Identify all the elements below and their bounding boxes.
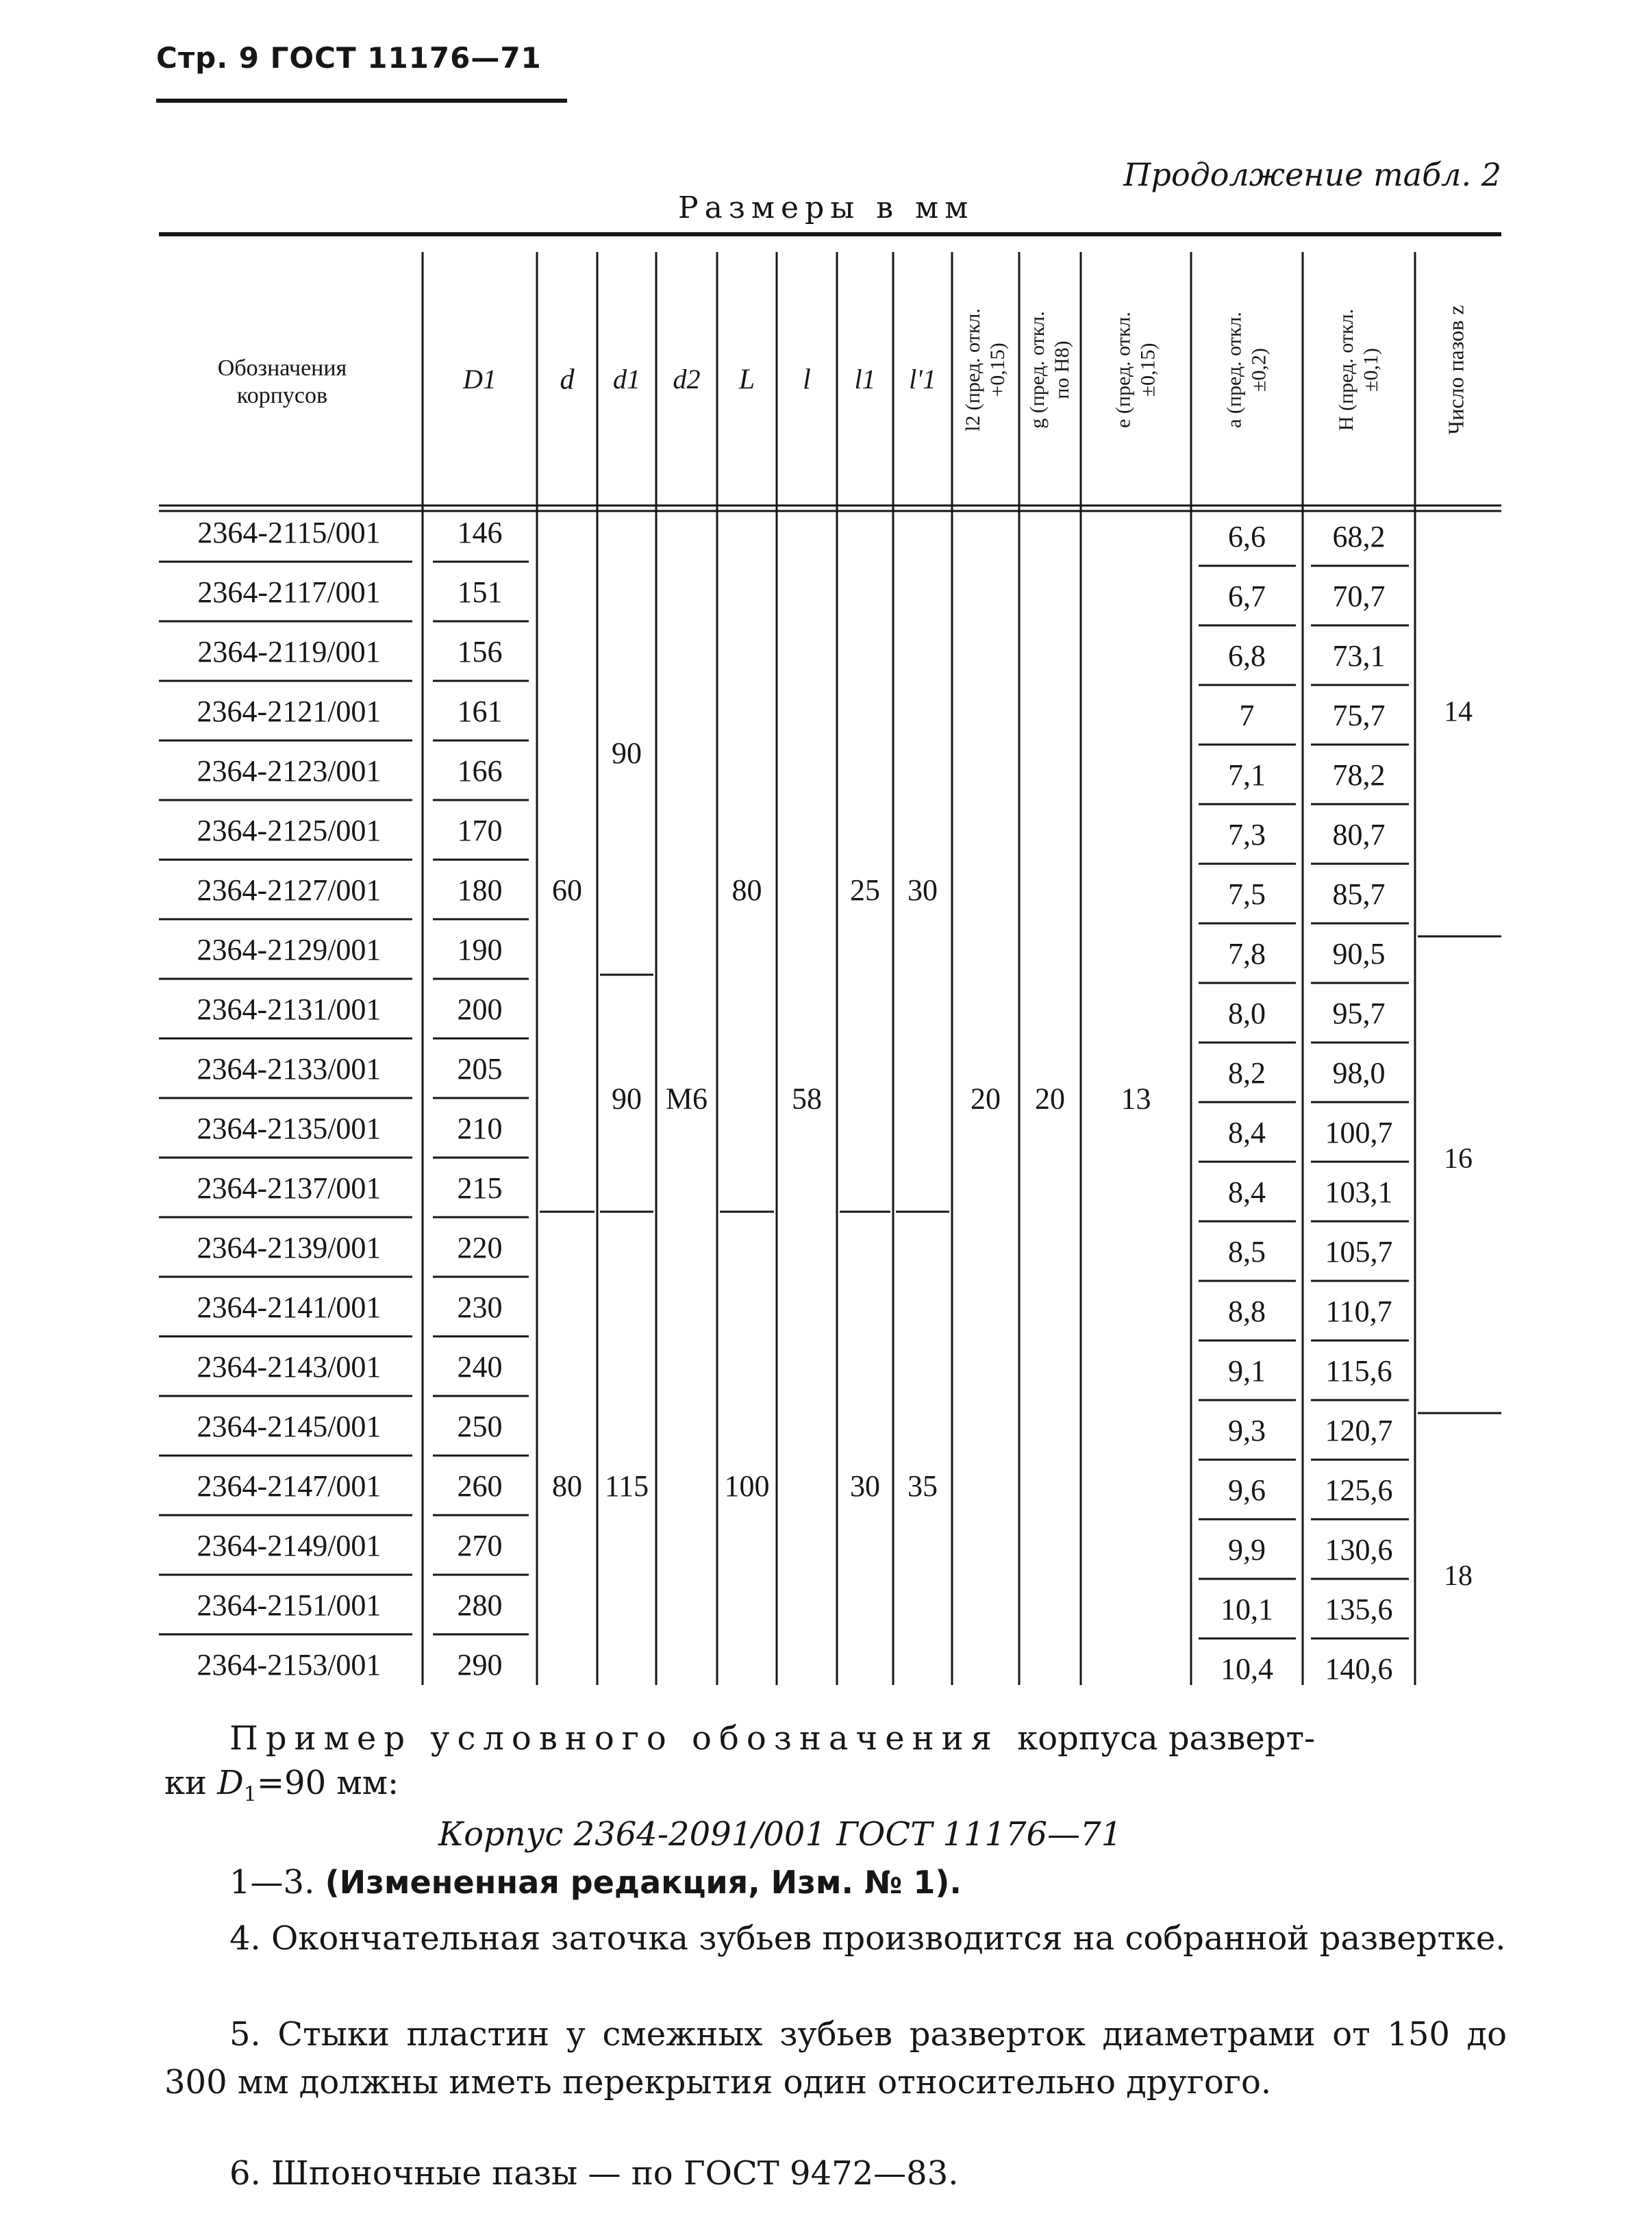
note-6: 6. Шпоночные пазы — по ГОСТ 9472—83. <box>229 2154 959 2193</box>
D1-cell: 190 <box>457 933 503 967</box>
example-lead: Пример условного обозначения <box>229 1719 999 1758</box>
header-z: Число пазов z <box>1443 305 1468 435</box>
a-cell: 7,8 <box>1228 937 1266 971</box>
page-header <box>156 41 542 75</box>
header-e-2: ±0,15) <box>1136 342 1160 397</box>
header-l1-prime: l'1 <box>909 364 936 395</box>
designation-cell: 2364-2119/001 <box>197 635 381 669</box>
example-var: D <box>217 1764 244 1802</box>
a-cell: 7,1 <box>1228 758 1266 793</box>
header-l2: l2 (пред. откл. <box>961 308 984 432</box>
H-cell: 115,6 <box>1325 1354 1392 1388</box>
header-L: L <box>738 364 755 396</box>
H-cell: 80,7 <box>1332 818 1386 852</box>
designation-cell: 2364-2147/001 <box>197 1469 381 1504</box>
designation-cell: 2364-2149/001 <box>197 1529 381 1563</box>
z-value-3: 18 <box>1444 1560 1473 1593</box>
H-cell: 78,2 <box>1332 758 1386 793</box>
a-cell: 7,5 <box>1228 877 1266 912</box>
header-d1: d1 <box>613 364 640 395</box>
designation-cell: 2364-2121/001 <box>197 695 381 729</box>
D1-cell: 170 <box>457 814 503 848</box>
d1-value-1: 90 <box>612 736 642 770</box>
designation-cell: 2364-2129/001 <box>197 933 381 967</box>
H-cell: 73,1 <box>1332 639 1386 673</box>
D1-cell: 180 <box>457 873 503 908</box>
header-H-2: ±0,1) <box>1359 348 1382 392</box>
a-cell: 10,4 <box>1221 1652 1273 1686</box>
H-cell: 130,6 <box>1325 1533 1393 1567</box>
designation-cell: 2364-2117/001 <box>197 575 381 610</box>
d-value-2: 80 <box>552 1469 582 1504</box>
H-cell: 70,7 <box>1332 579 1386 614</box>
l1-value-2: 30 <box>850 1469 880 1504</box>
designation-cell: 2364-2135/001 <box>197 1112 381 1146</box>
D1-cell: 161 <box>457 695 503 729</box>
D1-cell: 240 <box>457 1350 503 1384</box>
header-l: l <box>803 364 811 396</box>
designation-cell: 2364-2127/001 <box>197 873 381 908</box>
designation-cell: 2364-2131/001 <box>197 993 381 1027</box>
d1-value-2: 90 <box>612 1082 642 1116</box>
a-cell: 6,6 <box>1228 520 1266 554</box>
note-4: 4. Окончательная заточка зубьев производится на собранной развертке. <box>229 1919 1506 1958</box>
a-cell: 8,2 <box>1228 1056 1266 1090</box>
l1-value-1: 25 <box>850 873 880 908</box>
example-line2-suffix: =90 мм: <box>256 1764 399 1802</box>
H-cell: 103,1 <box>1325 1175 1393 1210</box>
a-cell: 8,0 <box>1228 997 1266 1031</box>
a-cell: 8,8 <box>1228 1295 1266 1329</box>
dimensions-table-grid <box>159 233 1501 1685</box>
header-D1: D1 <box>463 364 497 395</box>
designation-cell: 2364-2115/001 <box>197 516 381 550</box>
dimensions-table <box>159 233 1501 1685</box>
note-1-3-number: 1—3. <box>229 1863 315 1901</box>
header-d2: d2 <box>673 364 701 395</box>
H-cell: 95,7 <box>1332 997 1386 1031</box>
header-rule <box>156 99 567 103</box>
example-line-2 <box>164 1764 399 1807</box>
D1-cell: 220 <box>457 1231 503 1265</box>
l-value: 58 <box>792 1082 822 1116</box>
designation-cell: 2364-2143/001 <box>197 1350 381 1384</box>
note-5: 5. Стыки пластин у смежных зубьев разверток диаметрами от 150 до 300 мм должны иметь перекрытия один относительно другого. <box>164 2015 1507 2101</box>
a-cell: 6,7 <box>1228 579 1266 614</box>
a-cell: 7,3 <box>1228 818 1266 852</box>
D1-cell: 215 <box>457 1171 503 1206</box>
H-cell: 68,2 <box>1332 520 1386 554</box>
header-e: e (пред. откл. <box>1112 312 1135 428</box>
D1-cell: 250 <box>457 1410 503 1444</box>
example-var-sub: 1 <box>243 1782 257 1807</box>
a-cell: 8,4 <box>1228 1116 1266 1150</box>
H-cell: 120,7 <box>1325 1414 1393 1448</box>
header-l1: l1 <box>854 364 876 395</box>
d-value-1: 60 <box>552 873 582 908</box>
a-cell: 9,3 <box>1228 1414 1266 1448</box>
designation-cell: 2364-2151/001 <box>197 1588 381 1623</box>
header-d: d <box>560 364 575 396</box>
example-tail: корпуса разверт- <box>1017 1719 1316 1758</box>
z-value-2: 16 <box>1444 1143 1473 1175</box>
l1p-value-2: 35 <box>908 1469 938 1504</box>
H-cell: 135,6 <box>1325 1593 1393 1627</box>
a-cell: 9,1 <box>1228 1354 1266 1388</box>
H-cell: 75,7 <box>1332 699 1386 733</box>
header-g: g (пред. откл. <box>1025 311 1049 429</box>
example-line2-prefix: ки <box>164 1764 218 1802</box>
d2-value: M6 <box>665 1082 708 1116</box>
a-cell: 8,4 <box>1228 1175 1266 1210</box>
D1-cell: 230 <box>457 1290 503 1325</box>
header-l2-2: +0,15) <box>986 342 1009 397</box>
header-a: a (пред. откл. <box>1223 312 1246 428</box>
L-value-1: 80 <box>731 873 762 908</box>
l1p-value-1: 30 <box>908 873 938 908</box>
e-value: 13 <box>1121 1082 1151 1116</box>
a-cell: 9,9 <box>1228 1533 1266 1567</box>
example-line-1 <box>229 1719 1315 1758</box>
H-cell: 110,7 <box>1325 1295 1392 1329</box>
standard-number: ГОСТ 11176—71 <box>270 41 542 75</box>
header-designation: Обозначения <box>217 355 347 381</box>
designation-cell: 2364-2139/001 <box>197 1231 381 1265</box>
H-cell: 98,0 <box>1332 1056 1386 1090</box>
D1-cell: 205 <box>457 1052 503 1086</box>
H-cell: 85,7 <box>1332 877 1386 912</box>
H-cell: 100,7 <box>1325 1116 1393 1150</box>
D1-cell: 270 <box>457 1529 503 1563</box>
D1-cell: 280 <box>457 1588 503 1623</box>
g-value: 20 <box>1035 1082 1065 1116</box>
H-cell: 140,6 <box>1325 1652 1393 1686</box>
l2-value: 20 <box>971 1082 1001 1116</box>
designation-cell: 2364-2153/001 <box>197 1648 381 1682</box>
note-1-3-text: (Измененная редакция, Изм. № 1). <box>325 1864 962 1901</box>
D1-cell: 156 <box>457 635 503 669</box>
designation-cell: 2364-2141/001 <box>197 1290 381 1325</box>
header-a-2: ±0,2) <box>1247 348 1271 392</box>
L-value-2: 100 <box>724 1469 770 1504</box>
a-cell: 9,6 <box>1228 1473 1266 1508</box>
D1-cell: 200 <box>457 993 503 1027</box>
designation-cell: 2364-2123/001 <box>197 754 381 788</box>
D1-cell: 151 <box>457 575 503 610</box>
note-1-3 <box>229 1863 962 1901</box>
designation-cell: 2364-2137/001 <box>197 1171 381 1206</box>
designation-cell: 2364-2145/001 <box>197 1410 381 1444</box>
a-cell: 8,5 <box>1228 1235 1266 1269</box>
table-continuation-label: Продолжение табл. 2 <box>1123 156 1501 193</box>
a-cell: 7 <box>1239 699 1255 733</box>
D1-cell: 146 <box>457 516 503 550</box>
page-number: Стр. 9 <box>156 41 260 75</box>
H-cell: 105,7 <box>1325 1235 1393 1269</box>
a-cell: 10,1 <box>1221 1593 1273 1627</box>
D1-cell: 260 <box>457 1469 503 1504</box>
D1-cell: 166 <box>457 754 503 788</box>
d1-value-3: 115 <box>604 1469 649 1504</box>
D1-cell: 210 <box>457 1112 503 1146</box>
designation-cell: 2364-2133/001 <box>197 1052 381 1086</box>
header-designation-2: корпусов <box>236 382 328 408</box>
z-value-1: 14 <box>1444 696 1473 728</box>
example-designation: Корпус 2364-2091/001 ГОСТ 11176—71 <box>438 1815 1123 1854</box>
table-units-caption: Размеры в мм <box>678 190 975 225</box>
designation-cell: 2364-2125/001 <box>197 814 381 848</box>
D1-cell: 290 <box>457 1648 503 1682</box>
a-cell: 6,8 <box>1228 639 1266 673</box>
H-cell: 90,5 <box>1332 937 1386 971</box>
header-g-2: по H8) <box>1050 340 1073 399</box>
header-H: H (пред. откл. <box>1334 308 1357 432</box>
H-cell: 125,6 <box>1325 1473 1393 1508</box>
